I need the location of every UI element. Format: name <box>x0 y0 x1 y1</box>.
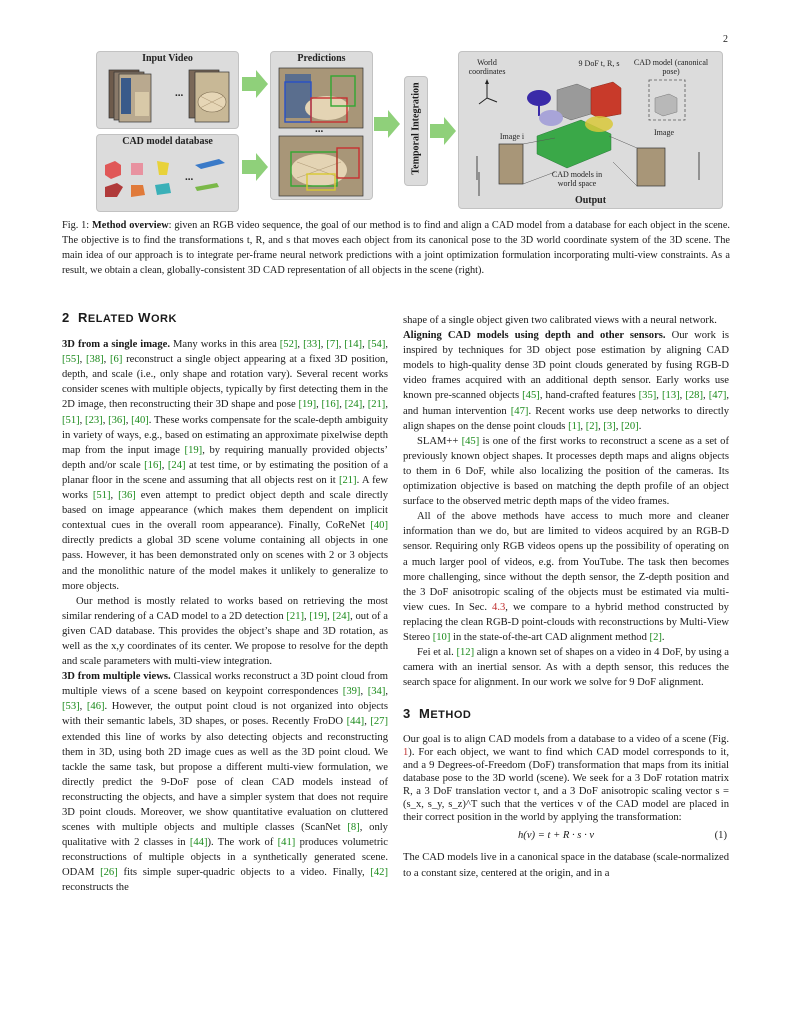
cad-model-canonical-label: CAD model (canonical pose) <box>633 58 709 76</box>
citation-link[interactable]: [28] <box>685 390 704 402</box>
section-heading-related-work <box>62 310 388 327</box>
citation-link[interactable]: [2] <box>649 631 662 643</box>
citation-link[interactable]: [51] <box>92 490 111 502</box>
text: Classical works reconstruct a 3D point cloud from multiple views of a scene based on keypoint correspondences <box>62 671 388 698</box>
citation-link[interactable]: [24] <box>167 459 186 471</box>
text: in the state-of-the-art CAD alignment method <box>450 631 650 643</box>
figure-ref-link[interactable]: 1 <box>403 747 409 759</box>
citation-link[interactable]: [24] <box>344 399 363 411</box>
citation-link[interactable]: [53] <box>62 701 80 713</box>
citation-link[interactable]: [19] <box>298 399 317 411</box>
citation-link[interactable]: [3] <box>603 420 616 432</box>
citation-link[interactable]: [10] <box>432 631 451 643</box>
paragraph-rgb-only <box>403 509 729 645</box>
citation-link[interactable]: [13] <box>662 390 680 402</box>
text: , we compare to a hybrid method constructed by replacing the clean RGB-D point-clouds with reconstructions by Multi-View Stereo <box>403 601 729 643</box>
citation-link[interactable]: [26] <box>100 867 118 879</box>
text: shape of a single object given two calibrated views with a neural network. <box>403 315 717 326</box>
text: directly predicts a global 3D scene volume containing all objects in one pass. However, it has been demonstrated only on scenes with 2 or 3 objects and the monolithic nature of the model makes it unlikely to generalize to more objects. <box>62 535 388 592</box>
citation-link[interactable]: [16] <box>321 399 340 411</box>
section-title-initial: R <box>77 310 88 325</box>
paragraph-method <box>403 733 729 824</box>
section-title-initial-2: W <box>138 310 151 325</box>
paragraph-depth-sensors: Aligning CAD models using depth and other sensors. Our work is inspired by techniques for 3D object pose estimation by aligning CAD models to high-quality dense 3D point clouds generated by fusing RGB-D video frames acquired with an additional depth sensor. Early works use known pre-scanned objects [45], hand-crafted features [35], [13], [28], [47], and human intervention [47]. Recent works use deep networks to directly align shapes on the dense point clouds [1], [2], [3], [20]. <box>403 330 730 432</box>
paragraph-multiple-views: 3D from multiple views. Classical works reconstruct a 3D point cloud from multiple views of a scene based on keypoint correspondences [39], [34], [53], [46]. However, the output point cloud is not organized into objects with their semantic labels, 3D shapes, or poses. Recently FroDO [44], [27] extended this line of works by also detecting objects and reconstructing them in 3D, using both 2D image cues as well as the 3D point cloud. We tackle the same task, but propose a different multi-view formulation, we directly predict the 9-DoF pose of clean CAD models instead of reconstructing the objects, and have a simpler system that does not require 3D point clouds. Moreover, we show quantitative evaluation on cluttered scenes with multiple objects and multiple classes (ScanNet [8], only qualitative with 2 classes in [44]). The work of [41] produces volumetric reconstructions of multiple objects in a synthetically generated scene. ODAM [26] fits simple super-quadric objects to a video. Finally, [42] reconstructs the <box>62 671 389 894</box>
paragraph-retrieval-works: Our method is mostly related to works based on retrieving the most similar rendering of a CAD model to a 2D detection [21], [19], [24], out of a given CAD database. This provides the object’s shape and 3D rotation, as well as the x,y coordinates of its center. We propose to resolve for the depth and scale parameters with multi-view integration. <box>62 595 388 668</box>
equation-number: (1) <box>714 830 727 842</box>
citation-link[interactable]: [35] <box>638 390 657 402</box>
text: , out of a given CAD database. This provides the object’s shape and 3D rotation, as well as the x,y coordinates of its center. We propose to resolve for the depth and scale parameters with multi-view integration. <box>62 610 388 668</box>
right-column <box>403 313 729 881</box>
citation-link[interactable]: [47] <box>510 405 529 417</box>
citation-link[interactable]: [46] <box>86 701 105 713</box>
paragraph-continuation <box>403 313 729 328</box>
citation-link[interactable]: [36] <box>118 490 136 502</box>
text: All of the above methods have access to much more and cleaner information than we do, but are limited to videos acquired by an RGB-D sensor. Requiring only RGB videos opens up the possibility of operating on a much larger pool of videos, e.g. from YouTube. The task then becomes more challenging, since without the depth sensor, the Z-depth position and the 3 DoF anisotropic scaling of the objects must be estimated via multi-view cues. In Sec. <box>403 511 729 613</box>
method-overview-figure <box>96 50 723 210</box>
text: SLAM++ <box>417 435 462 447</box>
citation-link[interactable]: [20] <box>621 420 639 432</box>
image-label: Image <box>654 128 674 137</box>
paragraph-canonical-space <box>403 850 729 880</box>
citation-link[interactable]: [7] <box>326 339 339 351</box>
text: The CAD models live in a canonical space in the database (scale-normalized to a constant size, centered at the origin, and in a <box>403 852 729 879</box>
text: is one of the first works to reconstruct a scene as a set of previously known object shapes. It processes depth maps and aligns objects to them in 6 DoF, while also localizing the position of the cameras. Its optimization objective is based on matching the depth profile of an object surface to the observed metric depth maps of the video frames. <box>403 435 729 508</box>
citation-link[interactable]: [21] <box>286 610 305 622</box>
text: ). For each object, we want to find which CAD model corresponds to it, and a 9 Degrees-of-Freedom (DoF) transformation that maps from its initial database pose to the 3D world (scene). We seek for a 3 DoF rotation matrix R, a 3 DoF translation vector t, and a 3 DoF anisotropic scaling vector s = (s_x, s_y, s_z)^T such that the vertices v of the CAD model are placed in their correct position in the world by applying the transformation: <box>403 747 729 824</box>
citation-link[interactable]: [40] <box>370 520 388 532</box>
runin-heading: Aligning CAD models using depth and other sensors. <box>403 330 666 342</box>
runin-heading: 3D from a single image. <box>62 339 170 351</box>
text: . A few works <box>62 474 389 502</box>
paragraph-single-image: 3D from a single image. Many works in this area [52], [33], [7], [14], [54], [55], [38], [6] reconstruct a single object appearing at a fixed 3D position, depth, and scale (i.e., only shape and rotation vary). Several recent works consider scenes with multiple objects, typically by first detecting them in the 2D image, then reconstructing their 3D shape and pose [19], [16], [24], [21], [51], [23], [36], [40]. These works compensate for the scale-depth ambiguity in variety of ways, e.g., based on estimating an approximate pixelwise depth map from the input image [19], by requiring manually provided objects’ depth and/or scale [16], [24] at test time, or by estimating the position of a planar floor in the scene and assuming that all objects rest on it [21]. A few works [51], [36] even attempt to predict object depth and scale directly based on image appearance (which makes them dependent on implicit contextual cues in the overall room appearance). Finally, CoReNet [40] directly predicts a global 3D scene volume containing all objects in one pass. However, it has been demonstrated only on scenes with 2 or 3 objects and the monolithic nature of the model makes it unlikely to generalize to more objects. <box>62 339 389 592</box>
cad-models-world-label: CAD models in world space <box>551 170 603 188</box>
citation-link[interactable]: [33] <box>303 339 321 351</box>
caption-bold-lead: Method overview <box>92 220 169 231</box>
cad-database-ellipsis: ... <box>185 171 194 183</box>
equation-body: h(v) = t + R · s · v <box>518 830 595 842</box>
citation-link[interactable]: [2] <box>585 420 599 432</box>
input-video-ellipsis: ... <box>175 87 184 99</box>
predictions-panel <box>270 51 373 200</box>
text: . These works compensate for the scale-depth ambiguity in variety of ways, e.g., based on estimating an approximate pixelwise depth map from the input image <box>62 414 389 456</box>
text: produces volumetric reconstructions of multiple objects in a synthetically generated scene. ODAM <box>62 837 388 879</box>
section-ref-link[interactable]: 4.3 <box>492 601 506 613</box>
text: ). The work of <box>207 837 278 849</box>
predictions-title: Predictions <box>297 53 346 64</box>
citation-link[interactable]: [12] <box>456 647 475 659</box>
text: , by requiring manually provided objects’ depth and/or scale <box>62 444 388 471</box>
citation-link[interactable]: [40] <box>131 414 149 426</box>
text: , hand-crafted features <box>539 390 639 402</box>
citation-link[interactable]: [24] <box>332 610 351 622</box>
input-video-title: Input Video <box>142 53 193 64</box>
section-title-initial: M <box>418 706 431 722</box>
temporal-integration-box <box>404 76 428 186</box>
citation-link[interactable]: [52] <box>279 339 298 351</box>
page-number: 2 <box>723 34 728 45</box>
predictions-ellipsis: ... <box>315 123 324 135</box>
citation-link[interactable]: [34] <box>367 686 386 698</box>
citation-link[interactable]: [8] <box>347 822 360 834</box>
text: Our method is mostly related to works based on retrieving the most similar rendering of a CAD model to a 2D detection <box>62 595 388 622</box>
image-i-label: Image i <box>499 132 525 141</box>
citation-link[interactable]: [1] <box>568 420 581 432</box>
text: reconstructs the <box>62 882 129 894</box>
text: , only qualitative with 2 classes in <box>62 822 388 849</box>
citation-link[interactable]: [14] <box>344 339 363 351</box>
output-title: Output <box>574 195 607 206</box>
section-number: 2 <box>62 310 70 325</box>
figure-caption <box>62 218 730 278</box>
text: . However, the output point cloud is not organized into objects with their semantic labels, 3D shapes, or poses. Recently FroDO <box>62 701 388 728</box>
text: , and human intervention <box>403 390 730 417</box>
citation-link[interactable]: [38] <box>86 354 104 366</box>
text: . <box>638 420 642 432</box>
text: reconstruct a single object appearing at a fixed 3D position, depth, and scale (i.e., only shape and rotation vary). Several recent works consider scenes with multiple objects, typically by first detecting them in the 2D image, then reconstructing their 3D shape and pose <box>62 354 389 411</box>
text: at test time, or by estimating the position of a planar floor in the scene and assuming that all objects rest on it <box>62 459 389 486</box>
citation-link[interactable]: [44] <box>189 837 208 849</box>
text: Fei et al. <box>417 647 457 659</box>
caption-label: Fig. 1: <box>62 220 90 231</box>
world-coordinates-label: World coordinates <box>468 58 506 76</box>
citation-link[interactable]: [54] <box>367 339 386 351</box>
citation-link[interactable]: [45] <box>522 390 540 402</box>
citation-link[interactable]: [41] <box>277 837 296 849</box>
dof-label: 9 DoF t, R, s <box>578 59 620 68</box>
citation-link[interactable]: [39] <box>342 686 361 698</box>
paragraph-slam <box>403 434 729 509</box>
text: Our work is inspired by techniques for 3D object pose estimation by aligning CAD models to high-quality dense 3D point clouds generated by fusing RGB-D video frames acquired with an additional depth sensor. Early works use known pre-scanned objects <box>403 330 729 402</box>
paragraph-fei <box>403 645 729 690</box>
citation-link[interactable]: [47] <box>708 390 727 402</box>
text: . Recent works use deep networks to directly align shapes on the dense point clouds <box>403 405 730 432</box>
equation-1 <box>403 826 729 846</box>
citation-link[interactable]: [27] <box>370 716 389 728</box>
runin-heading: 3D from multiple views. <box>62 671 171 683</box>
citation-link[interactable]: [45] <box>461 435 480 447</box>
text: . <box>661 631 665 643</box>
left-column <box>62 310 388 896</box>
text: even attempt to predict object depth and scale directly based on image appearance (which makes them dependent on implicit contextual cues in the overall room appearance). Finally, CoReNet <box>62 490 389 532</box>
citation-link[interactable]: [16] <box>144 459 162 471</box>
citation-link[interactable]: [36] <box>108 414 126 426</box>
citation-link[interactable]: [55] <box>62 354 80 366</box>
citation-link[interactable]: [51] <box>62 414 80 426</box>
section-title-rest: ELATED <box>87 313 135 325</box>
section-heading-method <box>403 706 729 723</box>
text: extended this line of works by also detecting objects and reconstructing them in 3D, using both 2D image cues as well as the 3D point cloud. We tackle the same task, but propose a different multi-view formulation, we directly predict the 9-DoF pose of clean CAD models instead of reconstructing the objects, and have a simpler system that does not require 3D point clouds. Moreover, we show quantitative evaluation on cluttered scenes with multiple objects and multiple classes (ScanNet <box>62 731 388 834</box>
citation-link[interactable]: [44] <box>346 716 365 728</box>
text: Many works in this area <box>170 339 280 351</box>
cad-database-title: CAD model database <box>122 136 213 147</box>
text: Our goal is to align CAD models from a database to a video of a scene (Fig. <box>403 734 729 746</box>
output-panel <box>458 51 723 209</box>
citation-link[interactable]: [6] <box>110 354 123 366</box>
caption-text: : given an RGB video sequence, the goal of our method is to find and align a CAD model from a database for each object in the scene. The objective is to find the transformations t, R, and s that moves each object from its canonical pose to the 3D world coordinate system of the 3D scene. The main idea of our approach is to integrate per-frame neural network predictions with a joint optimization formulation incorporating multi-view constraints. As a result, we obtain a clean, globally-consistent 3D CAD representation of all objects in the scene (right). <box>62 220 730 276</box>
citation-link[interactable]: [21] <box>367 399 386 411</box>
citation-link[interactable]: [19] <box>184 444 203 456</box>
citation-link[interactable]: [23] <box>85 414 103 426</box>
citation-link[interactable]: [19] <box>309 610 328 622</box>
text: fits simple super-quadric objects to a video. Finally, <box>117 867 371 879</box>
section-title-rest: ETHOD <box>430 709 472 722</box>
section-number: 3 <box>403 706 411 722</box>
text: align a known set of shapes on a video in 4 DoF, by using a camera with an inertial sensor. As with a depth sensor, this reduces the search space for alignment. In our work we solve for 9 DoF alignment. <box>403 647 729 689</box>
section-title-rest-2: ORK <box>150 313 177 325</box>
citation-link[interactable]: [42] <box>370 867 388 879</box>
citation-link[interactable]: [21] <box>338 474 357 486</box>
temporal-integration-label: Temporal Integration <box>410 82 422 175</box>
